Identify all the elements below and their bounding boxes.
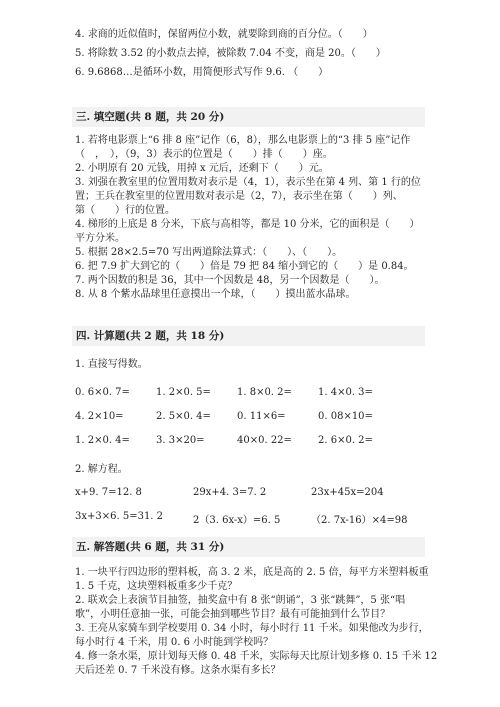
- calc-item: 0. 11×6=: [237, 411, 286, 422]
- fill-blank-line: 8. 从 8 个紫水晶球里任意摸出一个球，（ ）摸出蓝水晶球。: [75, 289, 356, 300]
- fill-blank-line: 6. 把 7.9 扩大到它的（ ）倍是 79 把 84 缩小到它的（ ）是 0.84。: [75, 261, 414, 272]
- calc-item: 3. 3×20=: [156, 435, 205, 446]
- calc-item: 1. 2×0. 5=: [156, 387, 211, 398]
- section-title-word-problems: 五. 解答题(共 6 题，共 31 分): [72, 537, 425, 557]
- calc-item: 0. 6×0. 7=: [75, 387, 130, 398]
- calc-item: 1. 2×0. 4=: [75, 435, 130, 446]
- fill-blank-line: 5. 根据 28×2.5=70 写出两道除法算式：（ ）、（ ）。: [75, 247, 343, 258]
- word-problem-line: 1. 5 千克，这块塑料板重多少千克？: [75, 581, 238, 592]
- calc-item: 1. 4×0. 3=: [318, 387, 373, 398]
- calc-row: [75, 387, 399, 398]
- fill-blank-line: （ ， ），（9，3）表示的位置是（ ）排（ ）座。: [75, 149, 333, 160]
- judge-question-5: 5. 将除数 3.52 的小数点去掉，被除数 7.04 不变，商是 20。（ ）: [75, 48, 386, 59]
- calc-item: 2. 5×0. 4=: [156, 411, 211, 422]
- word-problem-line: 2. 联欢会上表演节目抽签，抽奖盒中有 8 张“朗诵”，3 张“跳舞”，5 张“唱: [75, 595, 406, 606]
- fill-blank-line: 第（ ）行的位置。: [75, 205, 175, 216]
- word-problem-line: 歌”，小明任意抽一张，可能会抽到哪些节目？最有可能抽到什么节目？: [75, 609, 391, 620]
- fill-blank-line: 4. 梯形的上底是 8 分米，下底与高相等，都是 10 分米，它的面积是（ ）: [75, 219, 420, 230]
- fill-blank-line: 2. 小明原有 20 元钱，用掉 x 元后，还剩下（ ）元。: [75, 163, 329, 174]
- word-problem-line: 3. 王亮从家骑车到学校要用 0. 34 小时，每小时行 11 千米。如果他改为步行，: [75, 623, 429, 634]
- equation-item: 23x+45x=204: [311, 487, 384, 498]
- calc-item: 4. 2×10=: [75, 411, 124, 422]
- calc-item: 40×0. 22=: [237, 435, 292, 446]
- word-problem-line: 天后还差 0. 7 千米没有修。这条水渠有多长？: [75, 665, 281, 676]
- word-problem-line: 1. 一块平行四边形的塑料板，高 3. 2 米，底是高的 2. 5 倍，每平方米塑料板重: [75, 567, 429, 578]
- equation-row: [75, 511, 429, 526]
- equation-item: （2. 7x-16）×4=98: [311, 515, 408, 526]
- word-problem-line: 4. 修一条水渠，原计划每天修 0. 48 千米，实际每天比原计划多修 0. 15 千米 12: [75, 651, 438, 662]
- equations-label: 2. 解方程。: [75, 464, 128, 475]
- equation-item: x+9. 7=12. 8: [75, 487, 142, 498]
- equation-item: 2（3. 6x-x）=6. 5: [193, 515, 281, 526]
- fill-blank-line: 平方分米。: [75, 233, 125, 244]
- direct-write-label: 1. 直接写得数。: [75, 359, 148, 370]
- word-problem-line: 每小时行 4 千米，用 0. 6 小时能到学校吗？: [75, 637, 274, 648]
- section-title-calculation: 四. 计算题(共 2 题，共 18 分): [72, 326, 425, 346]
- calc-row: [75, 411, 399, 422]
- section-title-fill-blank: 三. 填空题(共 8 题，共 20 分): [72, 107, 425, 127]
- fill-blank-line: 7. 两个因数的积是 36，其中一个因数是 48，另一个因数是（ ）。: [75, 275, 385, 286]
- equation-item: 3x+3×6. 5=31. 2: [75, 511, 164, 522]
- judge-question-6: 6. 9.6868…是循环小数，用简便形式写作 9.6. （ ）: [75, 67, 329, 78]
- equation-item: 29x+4. 3=7. 2: [193, 487, 267, 498]
- judge-question-4: 4. 求商的近似值时，保留两位小数，就要除到商的百分位。（ ）: [75, 29, 373, 40]
- calc-item: 2. 6×0. 2=: [318, 435, 373, 446]
- calc-item: 0. 08×10=: [318, 411, 373, 422]
- calc-item: 1. 8×0. 2=: [237, 387, 292, 398]
- calc-row: [75, 435, 399, 446]
- equation-row: [75, 487, 429, 498]
- fill-blank-line: 3. 刘强在教室里的位置用数对表示是（4，1），表示坐在第 4 列、第 1 行的位置；王兵在教室里的位置用数对表示是（2，7），表示坐在第（ ）列、: [75, 177, 421, 202]
- fill-blank-line: 1. 若将电影票上“6 排 8 座”记作（6，8），那么电影票上的“3 排 5 座”记作: [75, 135, 411, 146]
